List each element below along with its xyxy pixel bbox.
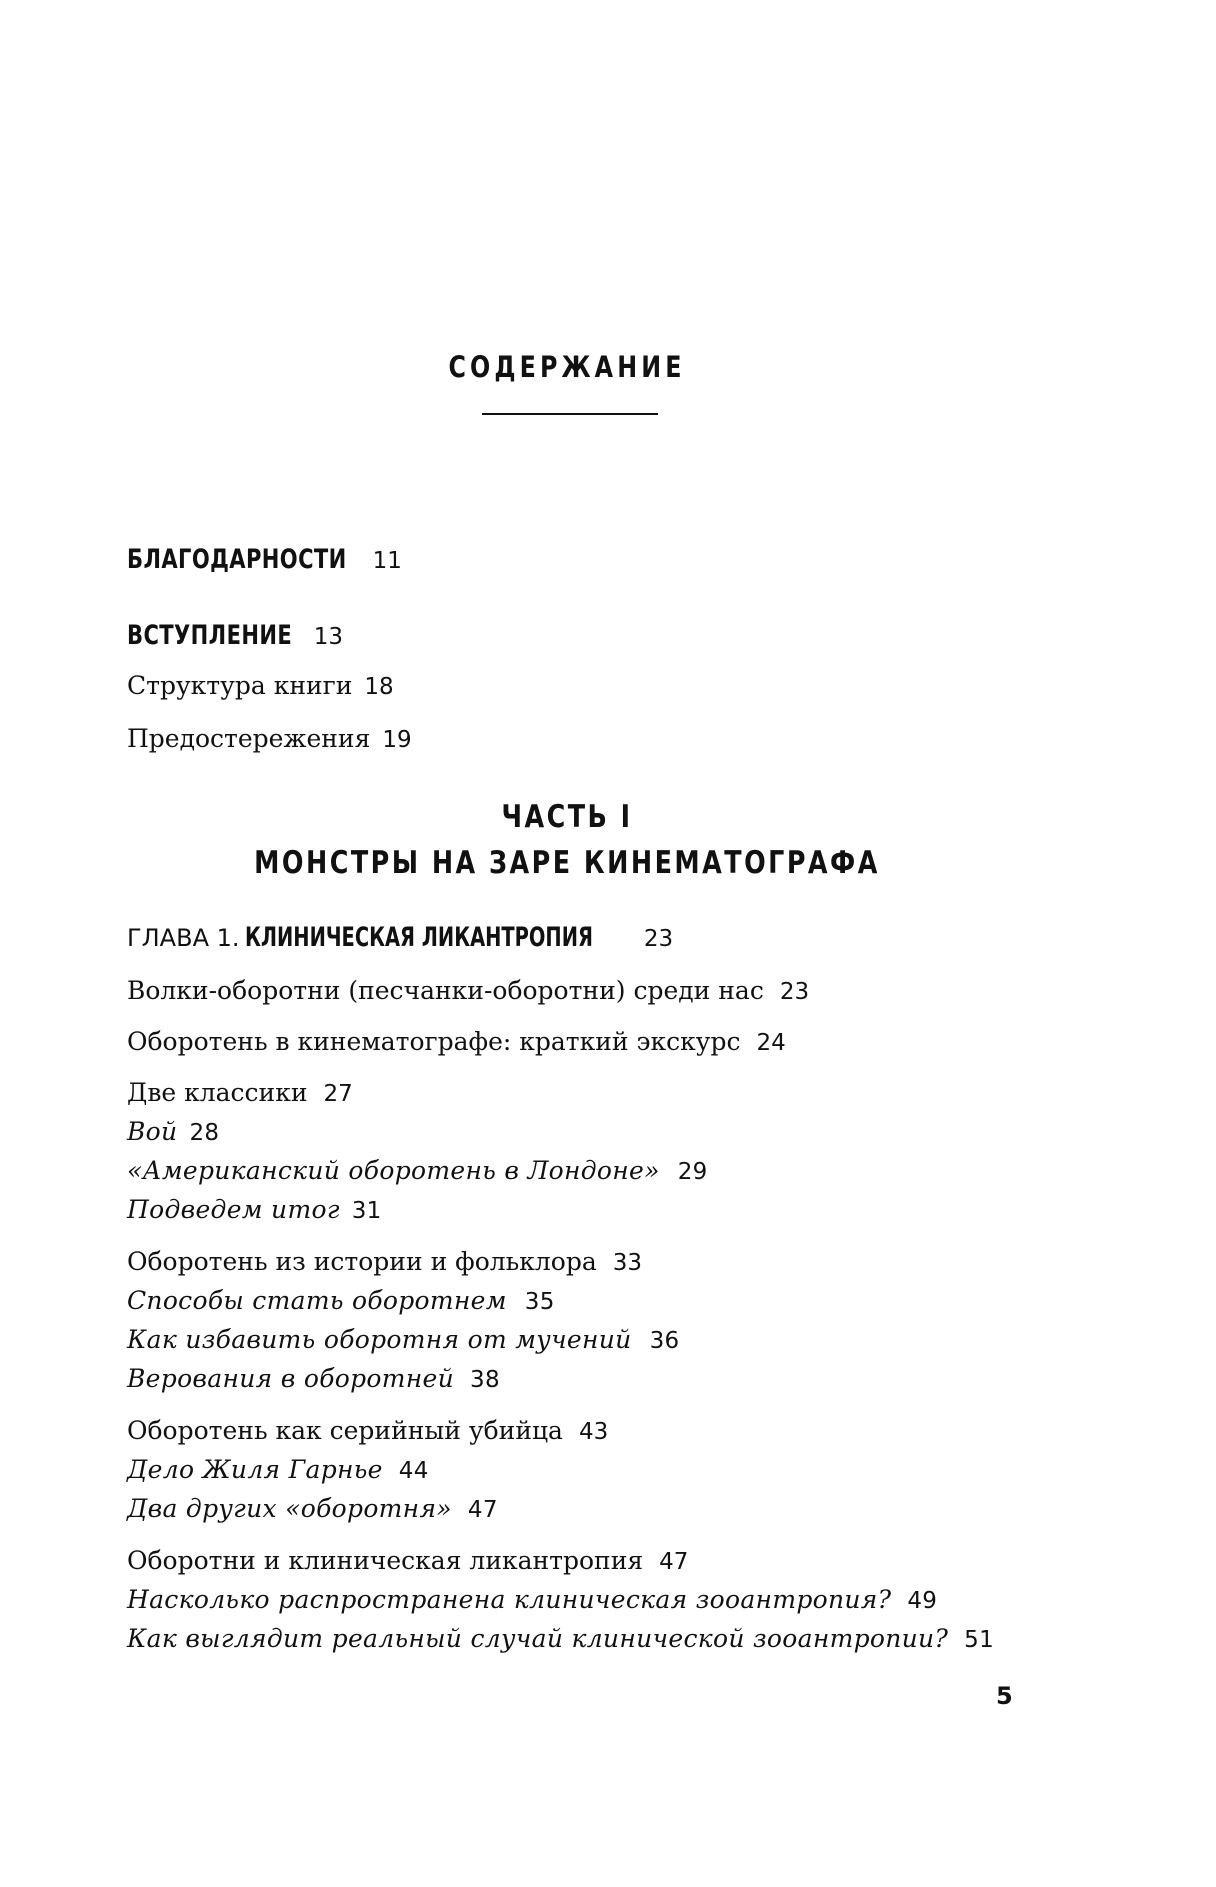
toc-entry-book-structure[interactable] xyxy=(127,673,394,699)
toc-subentry[interactable] xyxy=(127,1457,429,1483)
entry-title: Оборотень из истории и фольклора xyxy=(127,1247,597,1276)
chapter-prefix: ГЛАВА 1. xyxy=(127,924,240,952)
toc-subentry[interactable] xyxy=(127,1288,555,1314)
entry-page: 51 xyxy=(964,1627,995,1653)
entry-page: 28 xyxy=(189,1120,220,1146)
entry-title: Насколько распространена клиническая зооантропия? xyxy=(127,1585,892,1614)
entry-title: Как избавить оборотня от мучений xyxy=(127,1325,632,1354)
toc-entry[interactable] xyxy=(127,978,809,1004)
entry-page: 49 xyxy=(907,1588,938,1614)
toc-subentry[interactable] xyxy=(127,1587,937,1613)
toc-subentry[interactable] xyxy=(127,1626,994,1652)
entry-title: Два других «оборотня» xyxy=(127,1494,452,1523)
entry-page: 13 xyxy=(313,624,344,650)
entry-page: 19 xyxy=(382,727,412,753)
toc-entry[interactable] xyxy=(127,1249,642,1275)
entry-title: Способы стать оборотнем xyxy=(127,1286,507,1315)
entry-page: 47 xyxy=(467,1497,498,1523)
toc-subentry[interactable] xyxy=(127,1366,500,1392)
part-label: ЧАСТЬ I xyxy=(501,799,633,835)
toc-entry[interactable] xyxy=(127,1029,786,1055)
toc-chapter-1[interactable] xyxy=(127,924,673,951)
entry-title: Оборотни и клиническая ликантропия xyxy=(127,1546,644,1575)
toc-entry[interactable] xyxy=(127,1080,353,1106)
entry-page: 23 xyxy=(643,926,674,952)
entry-page: 23 xyxy=(779,979,810,1005)
entry-page: 44 xyxy=(398,1458,429,1484)
toc-subentry[interactable] xyxy=(127,1197,382,1223)
entry-page: 29 xyxy=(677,1159,708,1185)
entry-title: ВСТУПЛЕНИЕ xyxy=(127,620,293,651)
entry-page: 47 xyxy=(659,1549,689,1575)
entry-title: Верования в оборотней xyxy=(127,1364,455,1393)
toc-entry[interactable] xyxy=(127,1548,688,1574)
entry-page: 18 xyxy=(364,674,394,700)
entry-page: 35 xyxy=(524,1289,555,1315)
entry-title: Две классики xyxy=(127,1078,308,1107)
entry-title: Как выглядит реальный случай клинической зооантропии? xyxy=(127,1624,949,1653)
toc-subentry[interactable] xyxy=(127,1119,219,1145)
toc-subentry[interactable] xyxy=(127,1327,679,1353)
page-number: 5 xyxy=(996,1682,1013,1710)
entry-page: 38 xyxy=(470,1367,500,1393)
toc-title: СОДЕРЖАНИЕ xyxy=(448,350,686,384)
entry-page: 31 xyxy=(351,1198,382,1224)
entry-title: Оборотень в кинематографе: краткий экскурс xyxy=(127,1027,741,1056)
entry-title: Дело Жиля Гарнье xyxy=(127,1455,383,1484)
entry-title: Предостережения xyxy=(127,724,371,753)
entry-title: Вой xyxy=(127,1117,178,1146)
entry-page: 43 xyxy=(578,1419,609,1445)
entry-page: 11 xyxy=(372,548,402,574)
title-underline xyxy=(482,413,658,415)
entry-title: Оборотень как серийный убийца xyxy=(127,1416,563,1445)
entry-title: Структура книги xyxy=(127,671,353,700)
entry-page: 24 xyxy=(756,1030,786,1056)
toc-subentry[interactable] xyxy=(127,1496,498,1522)
toc-entry-warnings[interactable] xyxy=(127,726,412,752)
entry-title: БЛАГОДАРНОСТИ xyxy=(127,544,347,575)
entry-title: Волки-оборотни (песчанки-оборотни) среди нас xyxy=(127,976,764,1005)
entry-title: Подведем итог xyxy=(127,1195,340,1224)
entry-page: 27 xyxy=(323,1081,353,1107)
toc-entry-introduction[interactable] xyxy=(127,622,343,649)
entry-title: «Американский оборотень в Лондоне» xyxy=(127,1156,660,1185)
entry-page: 36 xyxy=(649,1328,680,1354)
toc-entry-acknowledgements[interactable] xyxy=(127,546,402,573)
toc-entry[interactable] xyxy=(127,1418,608,1444)
chapter-title: КЛИНИЧЕСКАЯ ЛИКАНТРОПИЯ xyxy=(244,922,593,953)
toc-subentry[interactable] xyxy=(127,1158,708,1184)
entry-page: 33 xyxy=(612,1250,643,1276)
part-title: МОНСТРЫ НА ЗАРЕ КИНЕМАТОГРАФА xyxy=(254,845,880,881)
